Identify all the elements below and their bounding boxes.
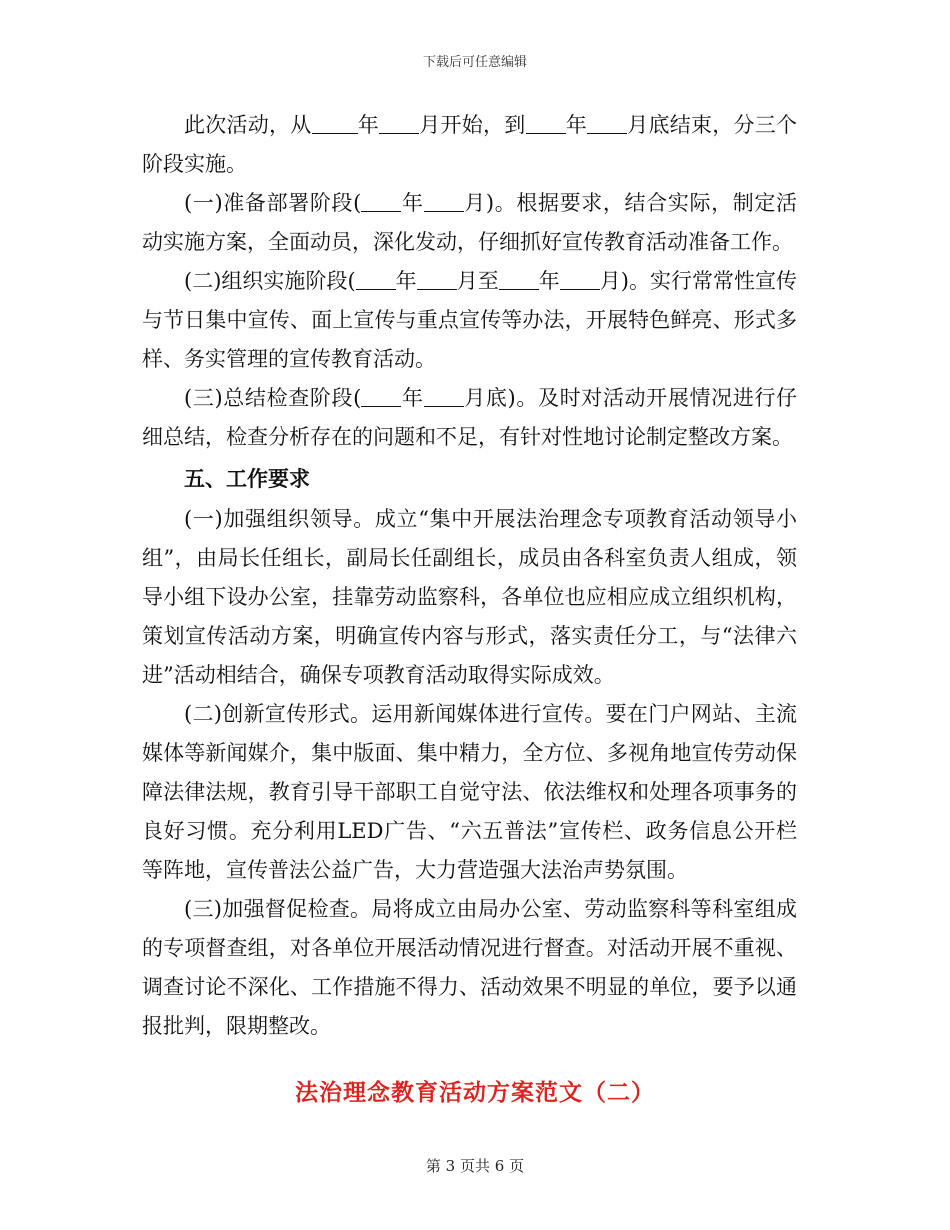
blank-line [379,112,419,134]
paragraph-requirement-1: (一)加强组织领导。成立“集中开展法治理念专项教育活动领导小组”，由局长任组长，副局长任副组长，成员由各科室负责人组成，领导小组下设办公室，挂靠劳动监察科，各单位也应相应成立组织机构，策划宣传活动方案，明确宣传内容与形式，落实责任分工，与“法律六进”活动相结合，确保专项教育活动取得实际成效。 [142,507,797,687]
page-footer: 第 3 页共 6 页 [425,1157,525,1175]
text-segment: 月)。实行常常性宣传与节日集中宣传、面上宣传与重点宣传等办法，开展特色鲜亮、形式多样、务实管理的宣传教育活动。 [142,269,798,371]
blank-line [356,268,396,290]
text-segment: 年 [401,386,424,410]
text-segment: 月底结束，分三个阶段实施。 [142,113,797,176]
section-title: 法治理念教育活动方案范文（二） [295,1079,655,1106]
text-segment: (二)组织实施阶段( [184,269,356,293]
blank-line [560,268,600,290]
paragraph-requirement-2: (二)创新宣传形式。运用新闻媒体进行宣传。要在门户网站、主流媒体等新闻媒介，集中版面、集中精力，全方位、多视角地宣传劳动保障法律法规，教育引导干部职工自觉守法、依法维权和处理各项事务的良好习惯。充分利用LED广告、“六五普法”宣传栏、政务信息公开栏等阵地，宣传普法公益广告，大力营造强大法治声势氛围。 [142,702,797,882]
paragraph-requirement-3: (三)加强督促检查。局将成立由局办公室、劳动监察科等科室组成的专项督查组，对各单位开展活动情况进行督查。对活动开展不重视、调查讨论不深化、工作措施不得力、活动效果不明显的单位，要予以通报批判，限期整改。 [142,897,797,1038]
document-body [142,106,797,1046]
blank-line [424,385,464,407]
paragraph-stage-2 [142,262,797,379]
section-heading: 五、工作要求 [184,466,310,491]
text-segment: 月开始，到 [419,113,526,137]
blank-line [361,190,401,212]
text-segment: 年 [401,191,424,215]
blank-line [417,268,457,290]
text-segment: (三)总结检查阶段( [184,386,362,410]
paragraph-stage-3 [142,379,797,457]
blank-line [361,385,401,407]
blank-line [312,112,358,134]
text-segment: 年 [538,269,560,293]
paragraph-schedule [142,106,797,184]
text-segment: 月至 [456,269,499,293]
text-segment: 月)。根据要求，结合实际，制定活动实施方案，全面动员，深化发动，仔细抓好宣传教育活动准备工作。 [142,191,798,254]
text-segment: 年 [565,113,587,137]
blank-line [526,112,566,134]
text-segment: 此次活动，从 [184,113,312,137]
text-segment: 年 [395,269,417,293]
blank-line [424,190,464,212]
blank-line [587,112,627,134]
page-header: 下载后可任意编辑 [422,55,527,70]
blank-line [499,268,539,290]
paragraph-stage-1 [142,184,797,262]
text-segment: 月底)。及时对活动开展情况进行仔细总结，检查分析存在的问题和不足，有针对性地讨论制定整改方案。 [142,386,798,449]
text-segment: (一)准备部署阶段( [184,191,362,215]
text-segment: 年 [357,113,379,137]
